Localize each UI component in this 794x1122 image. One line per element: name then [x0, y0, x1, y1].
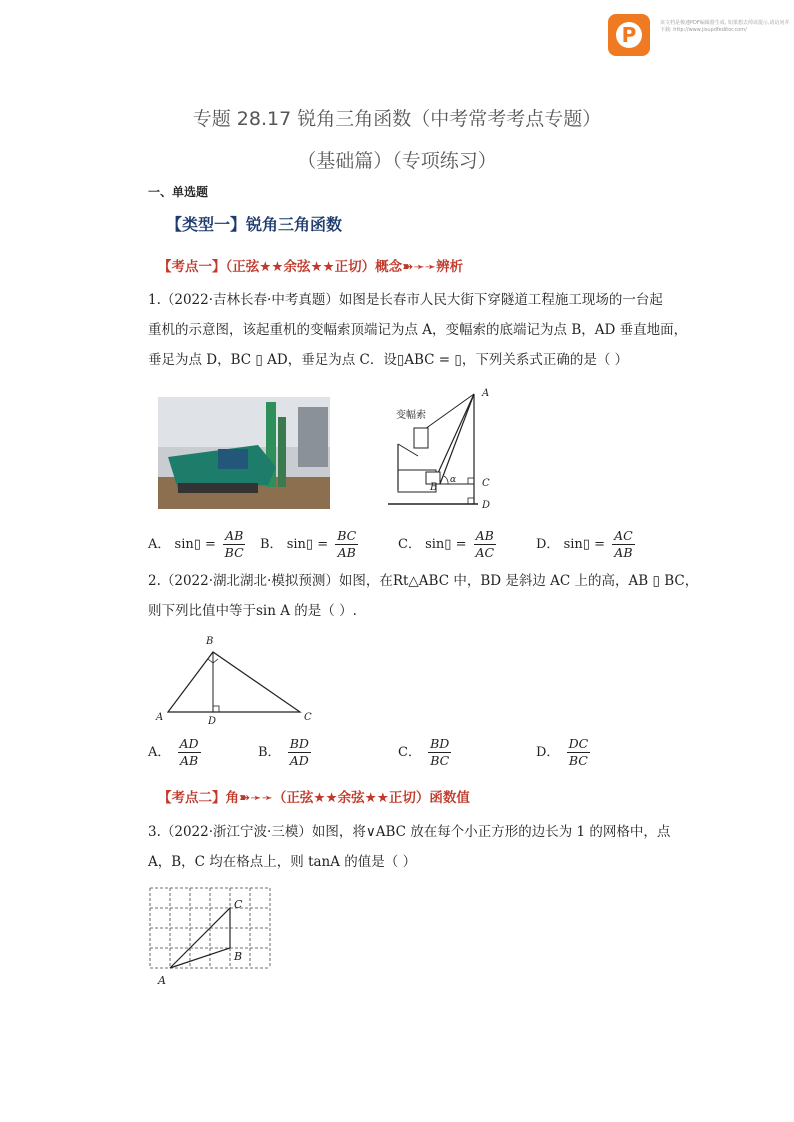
page-title: 专题 28.17 锐角三角函数（中考常考考点专题） [192, 108, 602, 130]
crane-diagram [378, 386, 518, 512]
page-subtitle: （基础篇）（专项练习） [297, 150, 497, 172]
label-alpha: α [450, 475, 457, 485]
question-3-line-1: 3.（2022·浙江宁波·三模）如图，将∨ABC 放在每个小正方形的边长为 1 的网格中，点 [148, 824, 671, 840]
q1-option-c[interactable]: C． sin▯ = $\frac{AB}{AC}$ [398, 528, 495, 560]
label-C: C [482, 478, 490, 489]
q1-option-b[interactable]: B． sin▯ = $\frac{BC}{AB}$ [260, 528, 357, 560]
label-B: B [206, 636, 214, 647]
question-2 [148, 566, 708, 626]
question-3-line-2: A，B，C 均在格点上，则 tanA 的值是（ ） [148, 854, 417, 870]
label-C: C [234, 898, 243, 911]
grid-diagram [146, 884, 272, 990]
question-3 [148, 817, 708, 877]
logo-notice: 该文档是极速PDF编辑器生成, 如果想去掉该提示,请访问并下载: http://www.jisupdfeditor.com/ [660, 20, 790, 33]
kaodian-heading-1: 【考点一】（正弦★★余弦★★正切）概念➽➛➛辨析 [158, 259, 464, 275]
q2-option-a[interactable]: A． $\frac{AD}{AB}$ [148, 736, 199, 768]
label-D: D [208, 716, 217, 726]
triangle-diagram [150, 630, 330, 726]
q2-option-b[interactable]: B． $\frac{BD}{AD}$ [258, 736, 309, 768]
label-A: A [156, 712, 164, 723]
question-2-line-2: 则下列比值中等于sin A 的是（ ）. [148, 603, 357, 619]
q1-option-d[interactable]: D． sin▯ = $\frac{AC}{AB}$ [536, 528, 633, 560]
q2-option-d[interactable]: D． $\frac{DC}{BC}$ [536, 736, 589, 768]
label-D: D [482, 500, 491, 511]
label-B: B [234, 950, 243, 963]
q2-option-c[interactable]: C． $\frac{BD}{BC}$ [398, 736, 450, 768]
question-1 [148, 285, 708, 375]
type-heading: 【类型一】锐角三角函数 [166, 215, 343, 234]
app-logo [608, 14, 650, 56]
question-2-line-1: 2.（2022·湖北湖北·模拟预测）如图，在Rt△ABC 中，BD 是斜边 AC 上的高，AB ▯ BC， [148, 573, 699, 589]
label-A: A [482, 388, 490, 399]
label-C: C [304, 712, 312, 723]
label-A: A [158, 974, 166, 987]
crane-photo [158, 397, 330, 509]
label-B: B [430, 482, 438, 493]
section-heading: 一、单选题 [148, 185, 209, 199]
q1-option-a[interactable]: A． sin▯ = $\frac{AB}{BC}$ [148, 528, 244, 560]
question-1-line-1: 1.（2022·吉林长春·中考真题）如图是长春市人民大街下穿隧道工程施工现场的一台起 [148, 292, 663, 308]
question-1-line-2: 重机的示意图，该起重机的变幅索顶端记为点 A，变幅索的底端记为点 B，AD 垂直地面， [148, 322, 688, 338]
label-bianfusuo: 变幅索 [396, 410, 426, 421]
logo-letter: P [621, 23, 637, 47]
question-1-line-3: 垂足为点 D，BC ▯ AD，垂足为点 C．设▯ABC = ▯，下列关系式正确的是（ ） [148, 352, 629, 368]
kaodian-heading-2: 【考点二】角➽➛➛（正弦★★余弦★★正切）函数值 [158, 790, 470, 806]
